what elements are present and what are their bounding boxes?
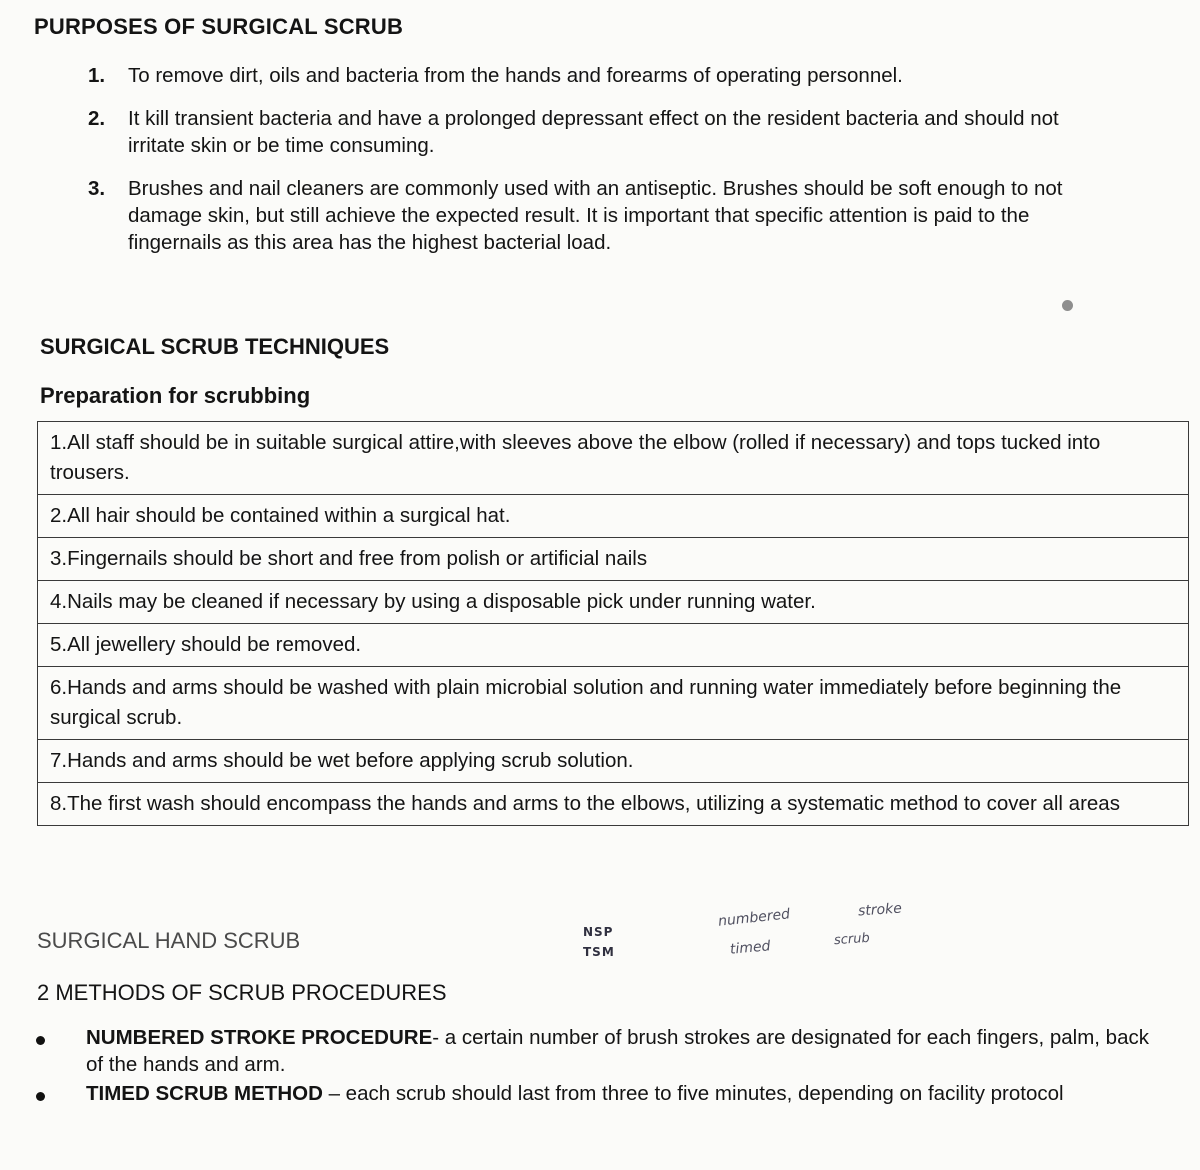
item-text: It kill transient bacteria and have a prolonged depressant effect on the resident bacteria and should not irritate skin or be time consuming.	[128, 107, 1059, 157]
table-cell: 4.Nails may be cleaned if necessary by using a disposable pick under running water.	[38, 581, 1189, 624]
techniques-heading: SURGICAL SCRUB TECHNIQUES	[40, 334, 390, 359]
table-cell: 6.Hands and arms should be washed with plain microbial solution and running water immediately before beginning the surgical scrub.	[38, 667, 1189, 740]
handwritten-note: scrub	[833, 930, 871, 949]
table-cell: 1.All staff should be in suitable surgical attire,with sleeves above the elbow (rolled if necessary) and tops tucked into trousers.	[38, 422, 1189, 495]
item-number: 3.	[88, 177, 106, 200]
table-row	[38, 624, 1189, 667]
scan-speck	[1062, 300, 1073, 311]
list-item	[36, 1024, 1171, 1078]
table-row	[38, 667, 1189, 740]
item-text: Brushes and nail cleaners are commonly used with an antiseptic. Brushes should be soft enough to not damage skin, but still achieve the expected result. It is important that specific attention is paid to the fingernails as this area has the highest bacterial load.	[128, 177, 1063, 254]
table-row	[38, 422, 1189, 495]
table-row	[38, 495, 1189, 538]
handwritten-note: timed	[729, 938, 772, 958]
purposes-list	[88, 62, 1118, 272]
handwritten-note: TSM	[583, 945, 615, 959]
table-row	[38, 581, 1189, 624]
handwritten-note: stroke	[857, 900, 903, 920]
hand-scrub-heading: SURGICAL HAND SCRUB	[37, 928, 301, 953]
item-number: 2.	[88, 107, 106, 130]
item-number: 1.	[88, 64, 106, 87]
methods-heading: 2 METHODS OF SCRUB PROCEDURES	[37, 980, 447, 1005]
table-row	[38, 740, 1189, 783]
preparation-subheading: Preparation for scrubbing	[40, 383, 311, 408]
table-cell: 3.Fingernails should be short and free from polish or artificial nails	[38, 538, 1189, 581]
preparation-table	[37, 421, 1189, 826]
methods-list	[36, 1024, 1171, 1109]
list-item	[88, 62, 1118, 89]
list-item	[88, 105, 1118, 159]
method-text: - a certain number of brush strokes are designated for each fingers, palm, back of the hands and arm.	[86, 1026, 1149, 1076]
table-cell: 8.The first wash should encompass the hands and arms to the elbows, utilizing a systematic method to cover all areas	[38, 783, 1189, 826]
table-row	[38, 783, 1189, 826]
table-cell: 2.All hair should be contained within a surgical hat.	[38, 495, 1189, 538]
table-row	[38, 538, 1189, 581]
method-title: TIMED SCRUB METHOD	[86, 1082, 323, 1105]
table-cell: 5.All jewellery should be removed.	[38, 624, 1189, 667]
handwritten-note: numbered	[717, 906, 791, 930]
list-item	[88, 175, 1118, 256]
bullet-icon	[36, 1092, 45, 1101]
method-text: – each scrub should last from three to five minutes, depending on facility protocol	[322, 1082, 1064, 1105]
table-cell: 7.Hands and arms should be wet before applying scrub solution.	[38, 740, 1189, 783]
bullet-icon	[36, 1036, 45, 1045]
handwritten-note: NSP	[583, 925, 614, 939]
list-item	[36, 1080, 1171, 1107]
item-text: To remove dirt, oils and bacteria from the hands and forearms of operating personnel.	[128, 64, 903, 87]
purposes-heading: PURPOSES OF SURGICAL SCRUB	[34, 14, 404, 39]
method-title: NUMBERED STROKE PROCEDURE	[86, 1026, 433, 1049]
